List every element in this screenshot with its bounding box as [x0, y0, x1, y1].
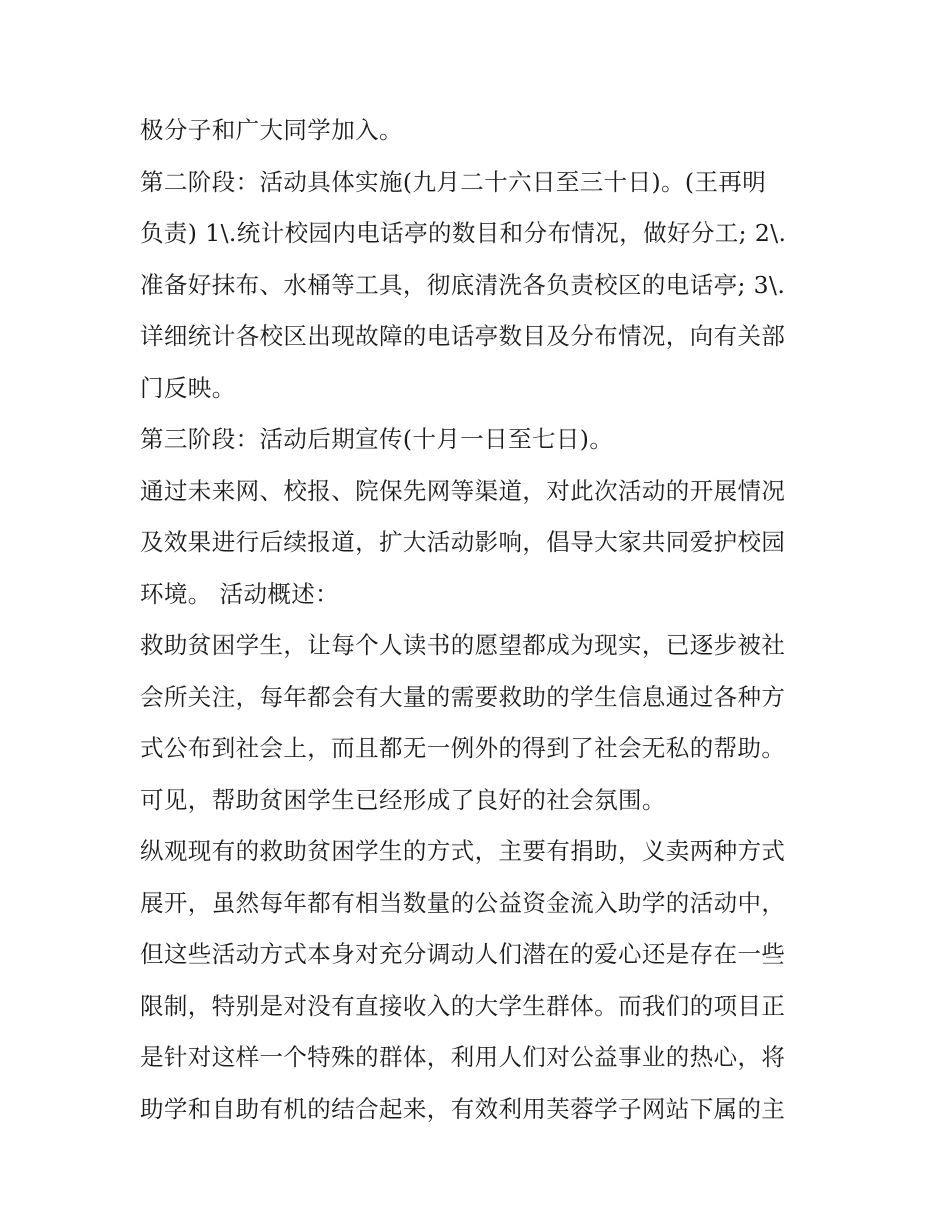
text-line: 负责) 1\.统计校园内电话亭的数目和分布情况，做好分工; 2\. [140, 219, 787, 247]
text-line: 门反映。 [140, 373, 236, 402]
text-line: 详细统计各校区出现故障的电话亭数目及分布情况，向有关部 [140, 322, 786, 350]
text-line: 第二阶段：活动具体实施(九月二十六日至三十日)。(王再明 [140, 167, 767, 196]
text-line: 通过未来网、校报、院保先网等渠道，对此次活动的开展情况 [140, 476, 786, 505]
text-line: 式公布到社会上，而且都无一例外的得到了社会无私的帮助。 [140, 734, 786, 762]
text-line: 环境。 活动概述： [140, 579, 340, 608]
text-line: 但这些活动方式本身对充分调动人们潜在的爱心还是存在一些 [140, 940, 786, 968]
text-line: 是针对这样一个特殊的群体，利用人们对公益事业的热心，将 [140, 1043, 786, 1071]
text-line: 纵观现有的救助贫困学生的方式，主要有捐助，义卖两种方式 [140, 837, 786, 865]
text-line: 救助贫困学生，让每个人读书的愿望都成为现实，已逐步被社 [140, 631, 786, 659]
text-line: 第三阶段：活动后期宣传(十月一日至七日)。 [140, 425, 614, 453]
text-line: 准备好抹布、水桶等工具，彻底清洗各负责校区的电话亭; 3\. [140, 270, 786, 299]
text-line: 及效果进行后续报道，扩大活动影响，倡导大家共同爱护校园 [140, 528, 786, 556]
text-line: 会所关注，每年都会有大量的需要救助的学生信息通过各种方 [140, 682, 786, 711]
text-line: 限制，特别是对没有直接收入的大学生群体。而我们的项目正 [140, 991, 786, 1020]
text-line: 极分子和广大同学加入。 [140, 116, 403, 144]
text-line: 展开，虽然每年都有相当数量的公益资金流入助学的活动中， [140, 888, 786, 917]
text-line: 可见，帮助贫困学生已经形成了良好的社会氛围。 [140, 785, 666, 814]
text-line: 助学和自助有机的结合起来，有效利用芙蓉学子网站下属的主 [140, 1094, 786, 1123]
document-body [140, 105, 820, 1135]
